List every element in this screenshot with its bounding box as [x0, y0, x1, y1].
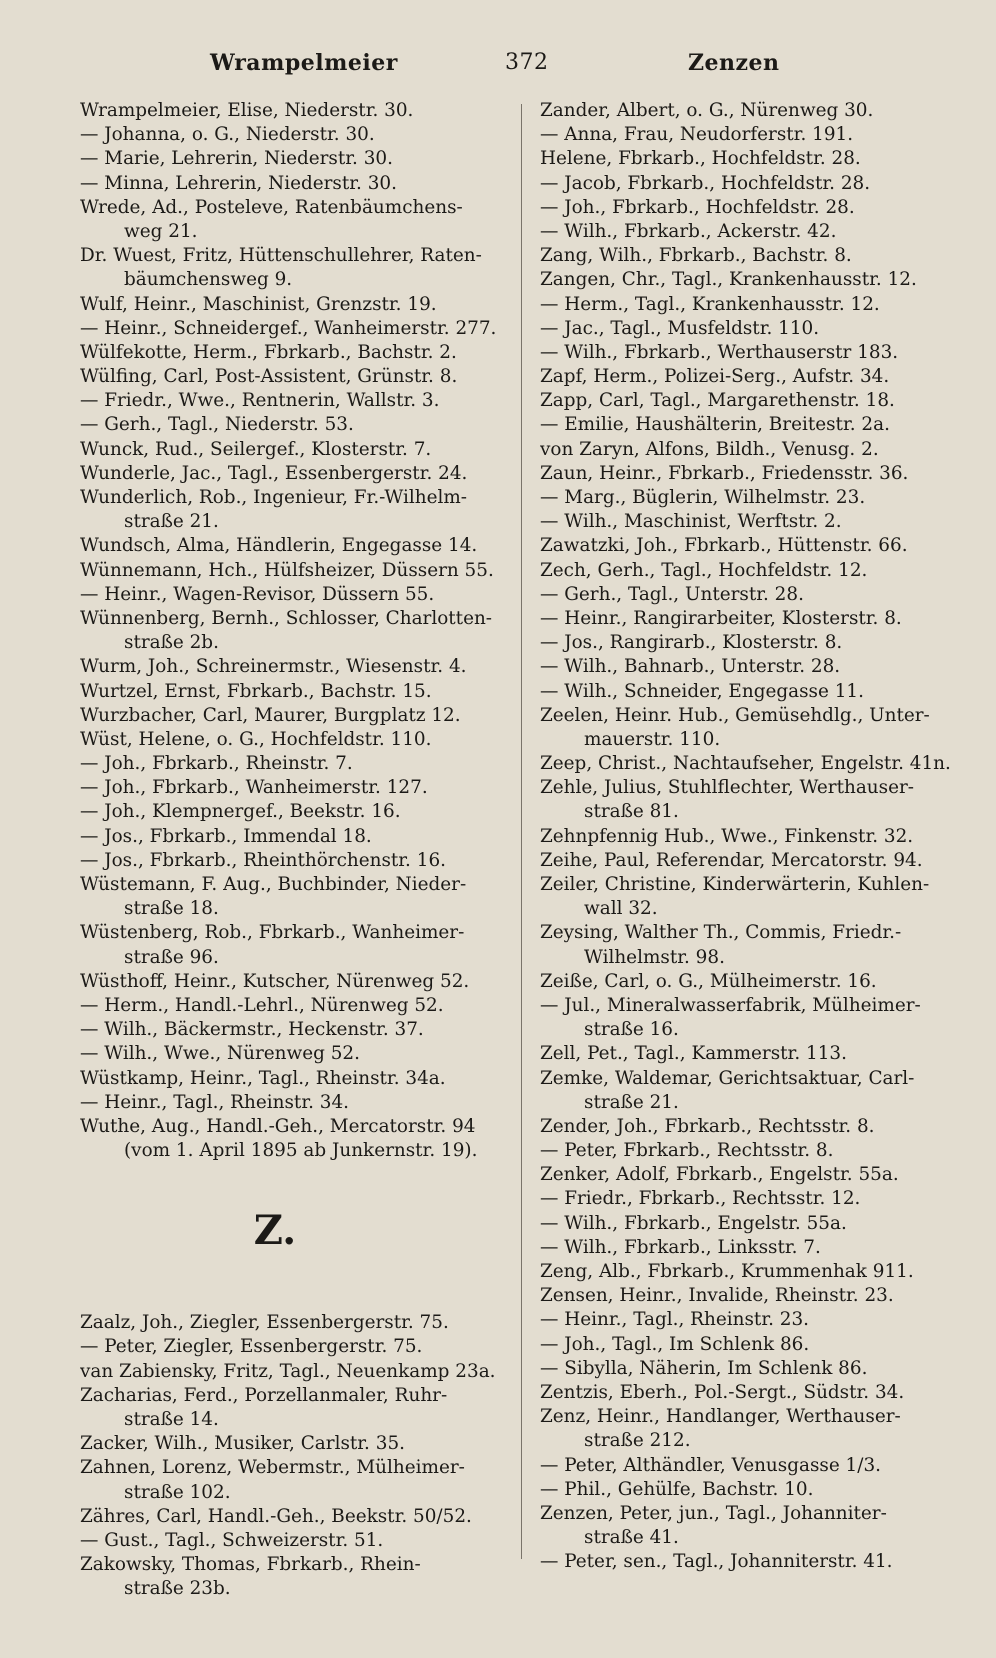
entry-line: Zeiße, Carl, o. G., Mülheimerstr. 16.: [540, 970, 877, 992]
entry-line: — Gust., Tagl., Schweizerstr. 51.: [80, 1529, 384, 1551]
entry-line: — Peter, sen., Tagl., Johanniterstr. 41.: [540, 1551, 893, 1573]
entry-line: — Herm., Handl.-Lehrl., Nürenweg 52.: [80, 994, 444, 1016]
entry-line: Zaun, Heinr., Fbrkarb., Friedensstr. 36.: [540, 462, 909, 484]
entry-line: Dr. Wuest, Fritz, Hüttenschullehrer, Raten-: [80, 245, 482, 267]
entry-line: — Friedr., Fbrkarb., Rechtsstr. 12.: [540, 1188, 861, 1210]
entry-line: — Jos., Fbrkarb., Rheinthörchenstr. 16.: [80, 849, 446, 871]
entry-line: Zender, Joh., Fbrkarb., Rechtsstr. 8.: [540, 1115, 875, 1137]
entry-line: — Wilh., Maschinist, Werftstr. 2.: [540, 511, 842, 533]
entry-line: — Wilh., Bäckermstr., Heckenstr. 37.: [80, 1019, 424, 1041]
left-entries-z: [80, 1311, 510, 1601]
entry-line: Wrampelmeier, Elise, Niederstr. 30.: [80, 100, 414, 121]
entry-line: straße 2b.: [124, 632, 219, 654]
entry-line: — Jul., Mineralwasserfabrik, Mülheimer-: [540, 994, 921, 1016]
entry-line: Wüstkamp, Heinr., Tagl., Rheinstr. 34a.: [80, 1067, 446, 1089]
entry-line: bäumchensweg 9.: [124, 269, 293, 291]
entry-line: — Jacob, Fbrkarb., Hochfeldstr. 28.: [540, 172, 871, 194]
entry-line: Zensen, Heinr., Invalide, Rheinstr. 23.: [540, 1285, 894, 1307]
entry-line: — Wilh., Wwe., Nürenweg 52.: [80, 1043, 360, 1065]
entry-line: — Heinr., Rangirarbeiter, Klosterstr. 8.: [540, 607, 902, 629]
entry-line: Wüstemann, F. Aug., Buchbinder, Nieder-: [80, 874, 467, 895]
entry-line: straße 21.: [124, 511, 219, 533]
running-head-left: Wrampelmeier: [210, 50, 398, 76]
entry-line: Zaalz, Joh., Ziegler, Essenbergerstr. 75.: [80, 1312, 449, 1334]
entry-line: Zenzen, Peter, jun., Tagl., Johanniter-: [540, 1502, 887, 1524]
entry-line: straße 81.: [584, 801, 679, 823]
entry-line: Zehnpfennig Hub., Wwe., Finkenstr. 32.: [540, 825, 914, 847]
entry-line: Wülfing, Carl, Post-Assistent, Grünstr. 8.: [80, 366, 458, 388]
entry-line: — Heinr., Schneidergef., Wanheimerstr. 277.: [80, 317, 497, 339]
entry-line: Zeng, Alb., Fbrkarb., Krummenhak 911.: [540, 1261, 914, 1282]
right-entries: [540, 99, 970, 1574]
entry-line: straße 102.: [124, 1481, 231, 1503]
entry-line: — Gerh., Tagl., Niederstr. 53.: [80, 414, 354, 436]
entry-line: Zenz, Heinr., Handlanger, Werthauser-: [540, 1406, 901, 1428]
entry-line: Zeelen, Heinr. Hub., Gemüsehdlg., Unter-: [540, 704, 930, 726]
entry-line: Zang, Wilh., Fbrkarb., Bachstr. 8.: [540, 245, 852, 267]
entry-line: straße 14.: [124, 1409, 219, 1430]
entry-line: Zeihe, Paul, Referendar, Mercatorstr. 94.: [540, 849, 923, 871]
entry-line: — Joh., Fbrkarb., Wanheimerstr. 127.: [80, 777, 428, 799]
entry-line: — Peter, Ziegler, Essenbergerstr. 75.: [80, 1336, 423, 1358]
entry-line: — Wilh., Bahnarb., Unterstr. 28.: [540, 656, 841, 678]
entry-line: — Joh., Klempnergef., Beekstr. 16.: [80, 801, 401, 823]
entry-line: Zemke, Waldemar, Gerichtsaktuar, Carl-: [540, 1067, 915, 1089]
entry-line: Zapf, Herm., Polizei-Serg., Aufstr. 34.: [540, 366, 890, 388]
entry-line: Wuthe, Aug., Handl.-Geh., Mercatorstr. 94: [80, 1115, 476, 1137]
entry-line: Zacharias, Ferd., Porzellanmaler, Ruhr-: [80, 1384, 448, 1406]
entry-line: — Joh., Tagl., Im Schlenk 86.: [540, 1333, 810, 1355]
left-entries-w: [80, 99, 510, 1163]
entry-line: Zell, Pet., Tagl., Kammerstr. 113.: [540, 1043, 847, 1065]
entry-line: Zeysing, Walther Th., Commis, Friedr.-: [540, 922, 902, 944]
entry-line: Wunck, Rud., Seilergef., Klosterstr. 7.: [80, 438, 432, 460]
entry-line: — Herm., Tagl., Krankenhausstr. 12.: [540, 293, 880, 315]
entry-line: Zentzis, Eberh., Pol.-Sergt., Südstr. 34.: [540, 1381, 905, 1403]
left-column: [80, 99, 510, 1602]
entry-line: — Marg., Büglerin, Wilhelmstr. 23.: [540, 487, 866, 508]
entry-line: — Marie, Lehrerin, Niederstr. 30.: [80, 148, 393, 170]
entry-line: straße 23b.: [124, 1578, 231, 1600]
entry-line: mauerstr. 110.: [584, 728, 721, 750]
entry-line: — Joh., Fbrkarb., Hochfeldstr. 28.: [540, 196, 855, 218]
column-divider: [521, 104, 522, 1559]
entry-line: Wulf, Heinr., Maschinist, Grenzstr. 19.: [80, 293, 437, 315]
entry-line: Zahnen, Lorenz, Webermstr., Mülheimer-: [80, 1457, 465, 1479]
entry-line: straße 21.: [584, 1091, 679, 1113]
entry-line: Wurzbacher, Carl, Maurer, Burgplatz 12.: [80, 704, 461, 726]
entry-line: — Johanna, o. G., Niederstr. 30.: [80, 124, 375, 146]
entry-line: — Jos., Rangirarb., Klosterstr. 8.: [540, 632, 843, 654]
entry-line: Zangen, Chr., Tagl., Krankenhausstr. 12.: [540, 269, 917, 291]
entry-line: — Heinr., Tagl., Rheinstr. 34.: [80, 1091, 350, 1113]
section-letter: Z.: [253, 1207, 297, 1255]
entry-line: Wilhelmstr. 98.: [584, 946, 725, 968]
entry-line: Wüstenberg, Rob., Fbrkarb., Wanheimer-: [80, 922, 465, 944]
entry-line: Wrede, Ad., Posteleve, Ratenbäumchens-: [80, 196, 463, 218]
entry-line: — Emilie, Haushälterin, Breitestr. 2a.: [540, 414, 890, 436]
entry-line: (vom 1. April 1895 ab Junkernstr. 19).: [124, 1140, 478, 1162]
entry-line: Wundsch, Alma, Händlerin, Engegasse 14.: [80, 535, 478, 557]
entry-line: straße 16.: [584, 1019, 679, 1041]
entry-line: Wünnemann, Hch., Hülfsheizer, Düssern 55.: [80, 559, 494, 581]
entry-line: Zech, Gerh., Tagl., Hochfeldstr. 12.: [540, 559, 868, 581]
entry-line: — Peter, Fbrkarb., Rechtsstr. 8.: [540, 1140, 834, 1162]
entry-line: Zacker, Wilh., Musiker, Carlstr. 35.: [80, 1433, 405, 1455]
entry-line: — Wilh., Fbrkarb., Linksstr. 7.: [540, 1236, 821, 1258]
entry-line: Zehle, Julius, Stuhlflechter, Werthauser-: [540, 777, 914, 799]
entry-line: — Gerh., Tagl., Unterstr. 28.: [540, 583, 804, 605]
entry-line: — Jac., Tagl., Musfeldstr. 110.: [540, 317, 820, 339]
entry-line: — Heinr., Wagen-Revisor, Düssern 55.: [80, 583, 435, 605]
entry-line: — Wilh., Fbrkarb., Ackerstr. 42.: [540, 220, 837, 242]
entry-line: Wünnenberg, Bernh., Schlosser, Charlotten-: [80, 607, 493, 629]
entry-line: — Joh., Fbrkarb., Rheinstr. 7.: [80, 753, 353, 775]
entry-line: van Zabiensky, Fritz, Tagl., Neuenkamp 23a.: [80, 1360, 496, 1382]
entry-line: Wüst, Helene, o. G., Hochfeldstr. 110.: [80, 728, 432, 750]
entry-line: — Wilh., Fbrkarb., Engelstr. 55a.: [540, 1212, 847, 1234]
page-number: 372: [505, 50, 549, 75]
entry-line: — Wilh., Schneider, Engegasse 11.: [540, 680, 864, 702]
running-head-right: Zenzen: [688, 50, 780, 76]
entry-line: Zander, Albert, o. G., Nürenweg 30.: [540, 100, 874, 121]
entry-line: — Peter, Althändler, Venusgasse 1/3.: [540, 1454, 881, 1476]
entry-line: — Friedr., Wwe., Rentnerin, Wallstr. 3.: [80, 390, 440, 412]
entry-line: — Phil., Gehülfe, Bachstr. 10.: [540, 1478, 814, 1500]
entry-line: von Zaryn, Alfons, Bildh., Venusg. 2.: [540, 438, 879, 460]
entry-line: Zenker, Adolf, Fbrkarb., Engelstr. 55a.: [540, 1164, 899, 1186]
entry-line: — Minna, Lehrerin, Niederstr. 30.: [80, 172, 397, 194]
entry-line: Helene, Fbrkarb., Hochfeldstr. 28.: [540, 148, 861, 170]
entry-line: Zapp, Carl, Tagl., Margarethenstr. 18.: [540, 390, 895, 412]
entry-line: Wurm, Joh., Schreinermstr., Wiesenstr. 4.: [80, 656, 467, 678]
entry-line: — Wilh., Fbrkarb., Werthauserstr 183.: [540, 341, 899, 363]
entry-line: Wurtzel, Ernst, Fbrkarb., Bachstr. 15.: [80, 680, 432, 702]
entry-line: Zakowsky, Thomas, Fbrkarb., Rhein-: [80, 1554, 421, 1576]
entry-line: — Anna, Frau, Neudorferstr. 191.: [540, 124, 854, 146]
entry-line: straße 96.: [124, 946, 219, 968]
entry-line: Wunderlich, Rob., Ingenieur, Fr.-Wilhelm-: [80, 487, 467, 508]
entry-line: — Jos., Fbrkarb., Immendal 18.: [80, 825, 372, 847]
entry-line: Zeiler, Christine, Kinderwärterin, Kuhlen-: [540, 874, 930, 895]
entry-line: — Sibylla, Näherin, Im Schlenk 86.: [540, 1357, 868, 1379]
entry-line: straße 18.: [124, 898, 219, 920]
entry-line: Zeep, Christ., Nachtaufseher, Engelstr. 41n.: [540, 753, 951, 775]
entry-line: Zähres, Carl, Handl.-Geh., Beekstr. 50/52.: [80, 1505, 472, 1527]
entry-line: straße 212.: [584, 1430, 691, 1452]
right-column: [540, 99, 970, 1574]
entry-line: Wülfekotte, Herm., Fbrkarb., Bachstr. 2.: [80, 341, 457, 363]
entry-line: weg 21.: [124, 220, 198, 242]
entry-line: wall 32.: [584, 898, 658, 920]
entry-line: Zawatzki, Joh., Fbrkarb., Hüttenstr. 66.: [540, 535, 908, 557]
entry-line: straße 41.: [584, 1527, 679, 1549]
entry-line: Wunderle, Jac., Tagl., Essenbergerstr. 24.: [80, 462, 468, 484]
entry-line: — Heinr., Tagl., Rheinstr. 23.: [540, 1309, 810, 1331]
entry-line: Wüsthoff, Heinr., Kutscher, Nürenweg 52.: [80, 970, 470, 992]
